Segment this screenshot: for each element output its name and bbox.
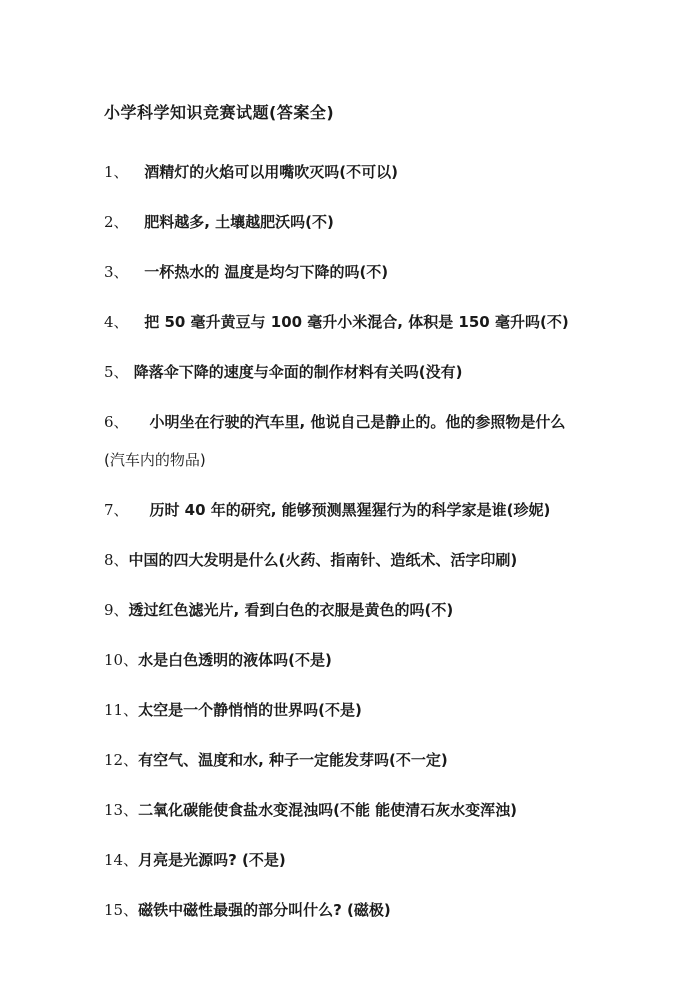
question-item <box>104 360 664 384</box>
question-number: 11、 <box>104 701 139 719</box>
question-number: 14、 <box>104 851 139 869</box>
question-item <box>104 798 664 822</box>
question-list <box>104 160 664 922</box>
question-text: 月亮是光源吗? (不是) <box>138 851 286 869</box>
question-item <box>104 898 664 922</box>
question-text: 降落伞下降的速度与伞面的制作材料有关吗(没有) <box>133 363 463 381</box>
question-text: 太空是一个静悄悄的世界吗(不是) <box>138 701 362 719</box>
question-text: 磁铁中磁性最强的部分叫什么? (磁极) <box>138 901 391 919</box>
question-text: 历时 40 年的研究, 能够预测黑猩猩行为的科学家是谁(珍妮) <box>149 501 551 519</box>
question-number: 1、 <box>104 163 129 181</box>
question-number: 9、 <box>104 601 129 619</box>
question-number: 2、 <box>104 213 129 231</box>
question-item <box>104 498 664 522</box>
question-item <box>104 160 664 184</box>
question-item <box>104 848 664 872</box>
question-text-continued: (汽车内的物品) <box>104 451 206 469</box>
question-text: 肥料越多, 土壤越肥沃吗(不) <box>144 213 334 231</box>
question-text: 把 50 毫升黄豆与 100 毫升小米混合, 体积是 150 毫升吗(不) <box>144 313 569 331</box>
question-item <box>104 748 664 772</box>
question-number: 6、 <box>104 413 129 431</box>
question-text: 一杯热水的 温度是均匀下降的吗(不) <box>144 263 389 281</box>
question-number: 5、 <box>104 363 129 381</box>
question-text: 透过红色滤光片, 看到白色的衣服是黄色的吗(不) <box>128 601 454 619</box>
question-number: 4、 <box>104 313 129 331</box>
question-number: 3、 <box>104 263 129 281</box>
question-item <box>104 210 664 234</box>
question-text: 二氧化碳能使食盐水变混浊吗(不能 能使清石灰水变浑浊) <box>138 801 518 819</box>
question-item <box>104 648 664 672</box>
question-item <box>104 698 664 722</box>
question-number: 7、 <box>104 501 129 519</box>
question-number: 13、 <box>104 801 139 819</box>
question-text: 有空气、温度和水, 种子一定能发芽吗(不一定) <box>138 751 448 769</box>
question-text: 小明坐在行驶的汽车里, 他说自己是静止的。他的参照物是什么 <box>149 413 566 431</box>
question-item <box>104 260 664 284</box>
question-number: 8、 <box>104 551 129 569</box>
question-item <box>104 548 664 572</box>
question-text: 酒精灯的火焰可以用嘴吹灭吗(不可以) <box>144 163 398 181</box>
document-title: 小学科学知识竞赛试题(答案全) <box>104 103 335 122</box>
question-item <box>104 410 664 472</box>
question-item <box>104 598 664 622</box>
question-text: 中国的四大发明是什么(火药、指南针、造纸术、活字印刷) <box>128 551 518 569</box>
question-number: 15、 <box>104 901 139 919</box>
question-number: 10、 <box>104 651 139 669</box>
question-item <box>104 310 664 334</box>
question-number: 12、 <box>104 751 139 769</box>
question-text: 水是白色透明的液体吗(不是) <box>138 651 332 669</box>
